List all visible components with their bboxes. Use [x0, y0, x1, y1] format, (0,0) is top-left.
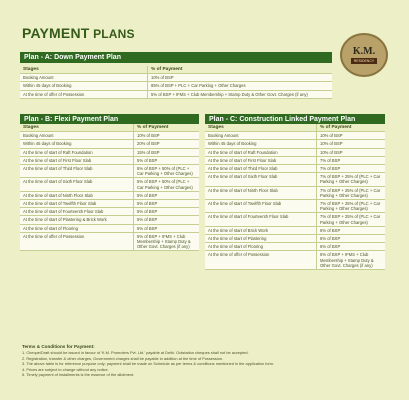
payment-cell: 7% of BSP + 25% of (PLC + Car Parking + Other Charges): [320, 174, 381, 185]
table-row: [20, 91, 332, 99]
table-row: [20, 200, 199, 208]
payment-cell: 5% of BSP + 50% of (PLC + Car Parking + Other Charges): [137, 166, 193, 177]
table-row: [205, 243, 385, 251]
payment-cell: 5% of BSP + IFMS + Club Membership + Stamp Duty & Other Govt. Charges (if any): [137, 233, 191, 250]
column-header-payment: % of Payment: [137, 125, 169, 130]
stage-cell: At the time of start of Ninth Floor Slab: [205, 187, 317, 199]
table-row: [205, 187, 385, 200]
km-residency-logo: [340, 33, 388, 77]
stage-cell: At the time of start of Fourteenth Floor Slab: [20, 208, 134, 215]
stage-cell: At the time of start of Sixth Floor Slab: [205, 173, 317, 185]
payment-cell: 6% of BSP: [320, 236, 341, 242]
stage-cell: At the time of start of Raft Foundation: [20, 149, 134, 156]
terms-line: 1. Cheque/Draft should be issued in favour of 'K.M. Promoters Pvt. Ltd.' payable at Delhi. Outstation cheques shall not be accepted.: [22, 350, 249, 356]
column-header-payment: % of Payment: [151, 67, 183, 72]
page-title-rest: PLANS: [89, 27, 135, 41]
table-header-row: [20, 124, 199, 132]
terms-line: 4. Prices are subject to change without any notice.: [22, 366, 109, 372]
table-row: [20, 149, 199, 157]
table-row: [205, 227, 385, 235]
payment-cell: 5% of BSP: [137, 225, 158, 231]
payment-cell: 7% of BSP + 25% of (PLC + Car Parking + Other Charges): [320, 201, 381, 212]
logo-subtext: RESIDENCY: [351, 58, 377, 64]
table-row: [205, 157, 385, 165]
plan-b-rows: [20, 132, 199, 251]
payment-cell: 6% of BSP: [320, 227, 341, 233]
stage-cell: At the time of start of Twelfth Floor Slab: [205, 200, 317, 212]
terms-heading: Terms & Conditions for Payment:: [22, 344, 95, 349]
stage-cell: Booking Amount: [20, 132, 134, 139]
stage-cell: At the time of start of Plastering: [205, 235, 317, 242]
stage-cell: At the time of start of Twelfth Floor Slab: [20, 200, 134, 207]
terms-line: 3. The above table is for reference purpose only; payment shall be made on Schedule as per terms & conditions mentioned in the application form.: [22, 361, 275, 367]
column-header-stages: Stages: [20, 124, 134, 131]
payment-cell: 10% of BSP: [137, 133, 160, 139]
payment-cell: 10% of BSP: [320, 133, 343, 139]
stage-cell: At the time of start of Brick Work: [205, 227, 317, 234]
column-header-stages: Stages: [205, 124, 317, 131]
stage-cell: At the time of offer of Possession: [20, 233, 134, 251]
column-header-stages: Stages: [20, 66, 148, 73]
table-row: [205, 140, 385, 148]
table-row: [205, 132, 385, 140]
table-row: [205, 213, 385, 226]
payment-cell: 5% of BSP: [137, 157, 158, 163]
stage-cell: At the time of offer of Possession: [205, 251, 317, 269]
table-row: [20, 165, 199, 178]
table-row: [205, 251, 385, 270]
page-title-lead: PAYMENT: [22, 25, 90, 41]
stage-cell: At the time of start of First Floor Slab: [205, 157, 317, 164]
payment-cell: 10% of BSP: [320, 141, 343, 147]
logo-text: K.M.: [352, 46, 376, 57]
stage-cell: At the time of offer of Possession: [20, 91, 148, 98]
stage-cell: At the time of start of Sixth Floor Slab: [20, 178, 134, 190]
stage-cell: At the time of start of Raft Foundation: [205, 149, 317, 156]
payment-cell: 5% of BSP: [137, 217, 158, 223]
payment-cell: 7% of BSP: [320, 166, 341, 172]
table-row: [20, 82, 332, 90]
table-header-row: [20, 66, 332, 74]
stage-cell: At the time of start of Fourteenth Floor Slab: [205, 213, 317, 225]
payment-cell: 5% of BSP + IFMS + Club Membership + Stamp Duty & Other Govt. Charges (if any): [151, 91, 308, 97]
payment-cell: 5% of BSP + 50% of (PLC + Car Parking + Other Charges): [137, 179, 193, 190]
table-row: [205, 173, 385, 186]
stage-cell: At the time of start of Plastering & Brick Work: [20, 216, 134, 223]
payment-cell: 5% of BSP: [137, 209, 158, 215]
table-row: [20, 233, 199, 252]
payment-cell: 20% of BSP: [137, 141, 160, 147]
table-row: [205, 235, 385, 243]
table-row: [20, 192, 199, 200]
payment-cell: 7% of BSP: [320, 157, 341, 163]
table-row: [20, 208, 199, 216]
table-row: [20, 74, 332, 82]
terms-lines: [22, 350, 386, 377]
payment-cell: 85% of BSP + PLC + Car Parking + Other Charges: [151, 83, 246, 89]
plan-a-rows: [20, 74, 332, 99]
plan-c-heading: Plan - C: Construction Linked Payment Plan: [205, 114, 385, 124]
terms-and-conditions: [22, 344, 386, 377]
table-row: [205, 149, 385, 157]
stage-cell: At the time of start of Third Floor Slab: [20, 165, 134, 177]
stage-cell: At the time of start of Third Floor Slab: [205, 165, 317, 172]
plan-b-table: [20, 124, 199, 251]
table-header-row: [205, 124, 385, 132]
stage-cell: At the time of start of Flooring: [205, 243, 317, 250]
stage-cell: Within 45 days of Booking: [205, 140, 317, 147]
table-row: [205, 165, 385, 173]
payment-cell: 5% of BSP: [137, 192, 158, 198]
stage-cell: Booking Amount: [205, 132, 317, 139]
payment-cell: 7% of BSP + 25% of (PLC + Car Parking + Other Charges): [320, 187, 381, 198]
table-row: [20, 225, 199, 233]
column-header-payment: % of Payment: [320, 125, 352, 130]
payment-cell: 10% of BSP: [151, 75, 174, 81]
stage-cell: At the time of start of Flooring: [20, 225, 134, 232]
payment-cell: 15% of BSP: [137, 149, 160, 155]
stage-cell: At the time of start of Ninth Floor Slab: [20, 192, 134, 199]
table-row: [20, 132, 199, 140]
plan-c-rows: [205, 132, 385, 270]
plan-b-heading: Plan - B: Flexi Payment Plan: [20, 114, 199, 124]
stage-cell: Within 45 days of Booking: [20, 82, 148, 89]
plan-a-table: [20, 66, 332, 99]
stage-cell: Within 45 days of Booking: [20, 140, 134, 147]
plan-a-heading: Plan - A: Down Payment Plan: [20, 52, 332, 63]
stage-cell: Booking Amount: [20, 74, 148, 81]
stage-cell: At the time of start of First Floor Slab: [20, 157, 134, 164]
payment-cell: 10% of BSP: [320, 149, 343, 155]
table-row: [20, 157, 199, 165]
table-row: [205, 200, 385, 213]
table-row: [20, 140, 199, 148]
terms-line: 2. Registration, transfer & other charges, Government charges shall be payable in addition at the time of Possession.: [22, 355, 224, 361]
payment-cell: 5% of BSP: [137, 201, 158, 207]
terms-line: 5. Timely payment of installments is the essence of the allotment.: [22, 372, 135, 378]
payment-cell: 6% of BSP: [320, 244, 341, 250]
page-title: [22, 25, 135, 41]
table-row: [20, 216, 199, 224]
payment-cell: 7% of BSP + 25% of (PLC + Car Parking + Other Charges): [320, 214, 381, 225]
table-row: [20, 178, 199, 191]
plan-c-table: [205, 124, 385, 270]
payment-cell: 5% of BSP + IFMS + Club Membership + Stamp Duty & Other Govt. Charges (if any): [320, 252, 374, 268]
